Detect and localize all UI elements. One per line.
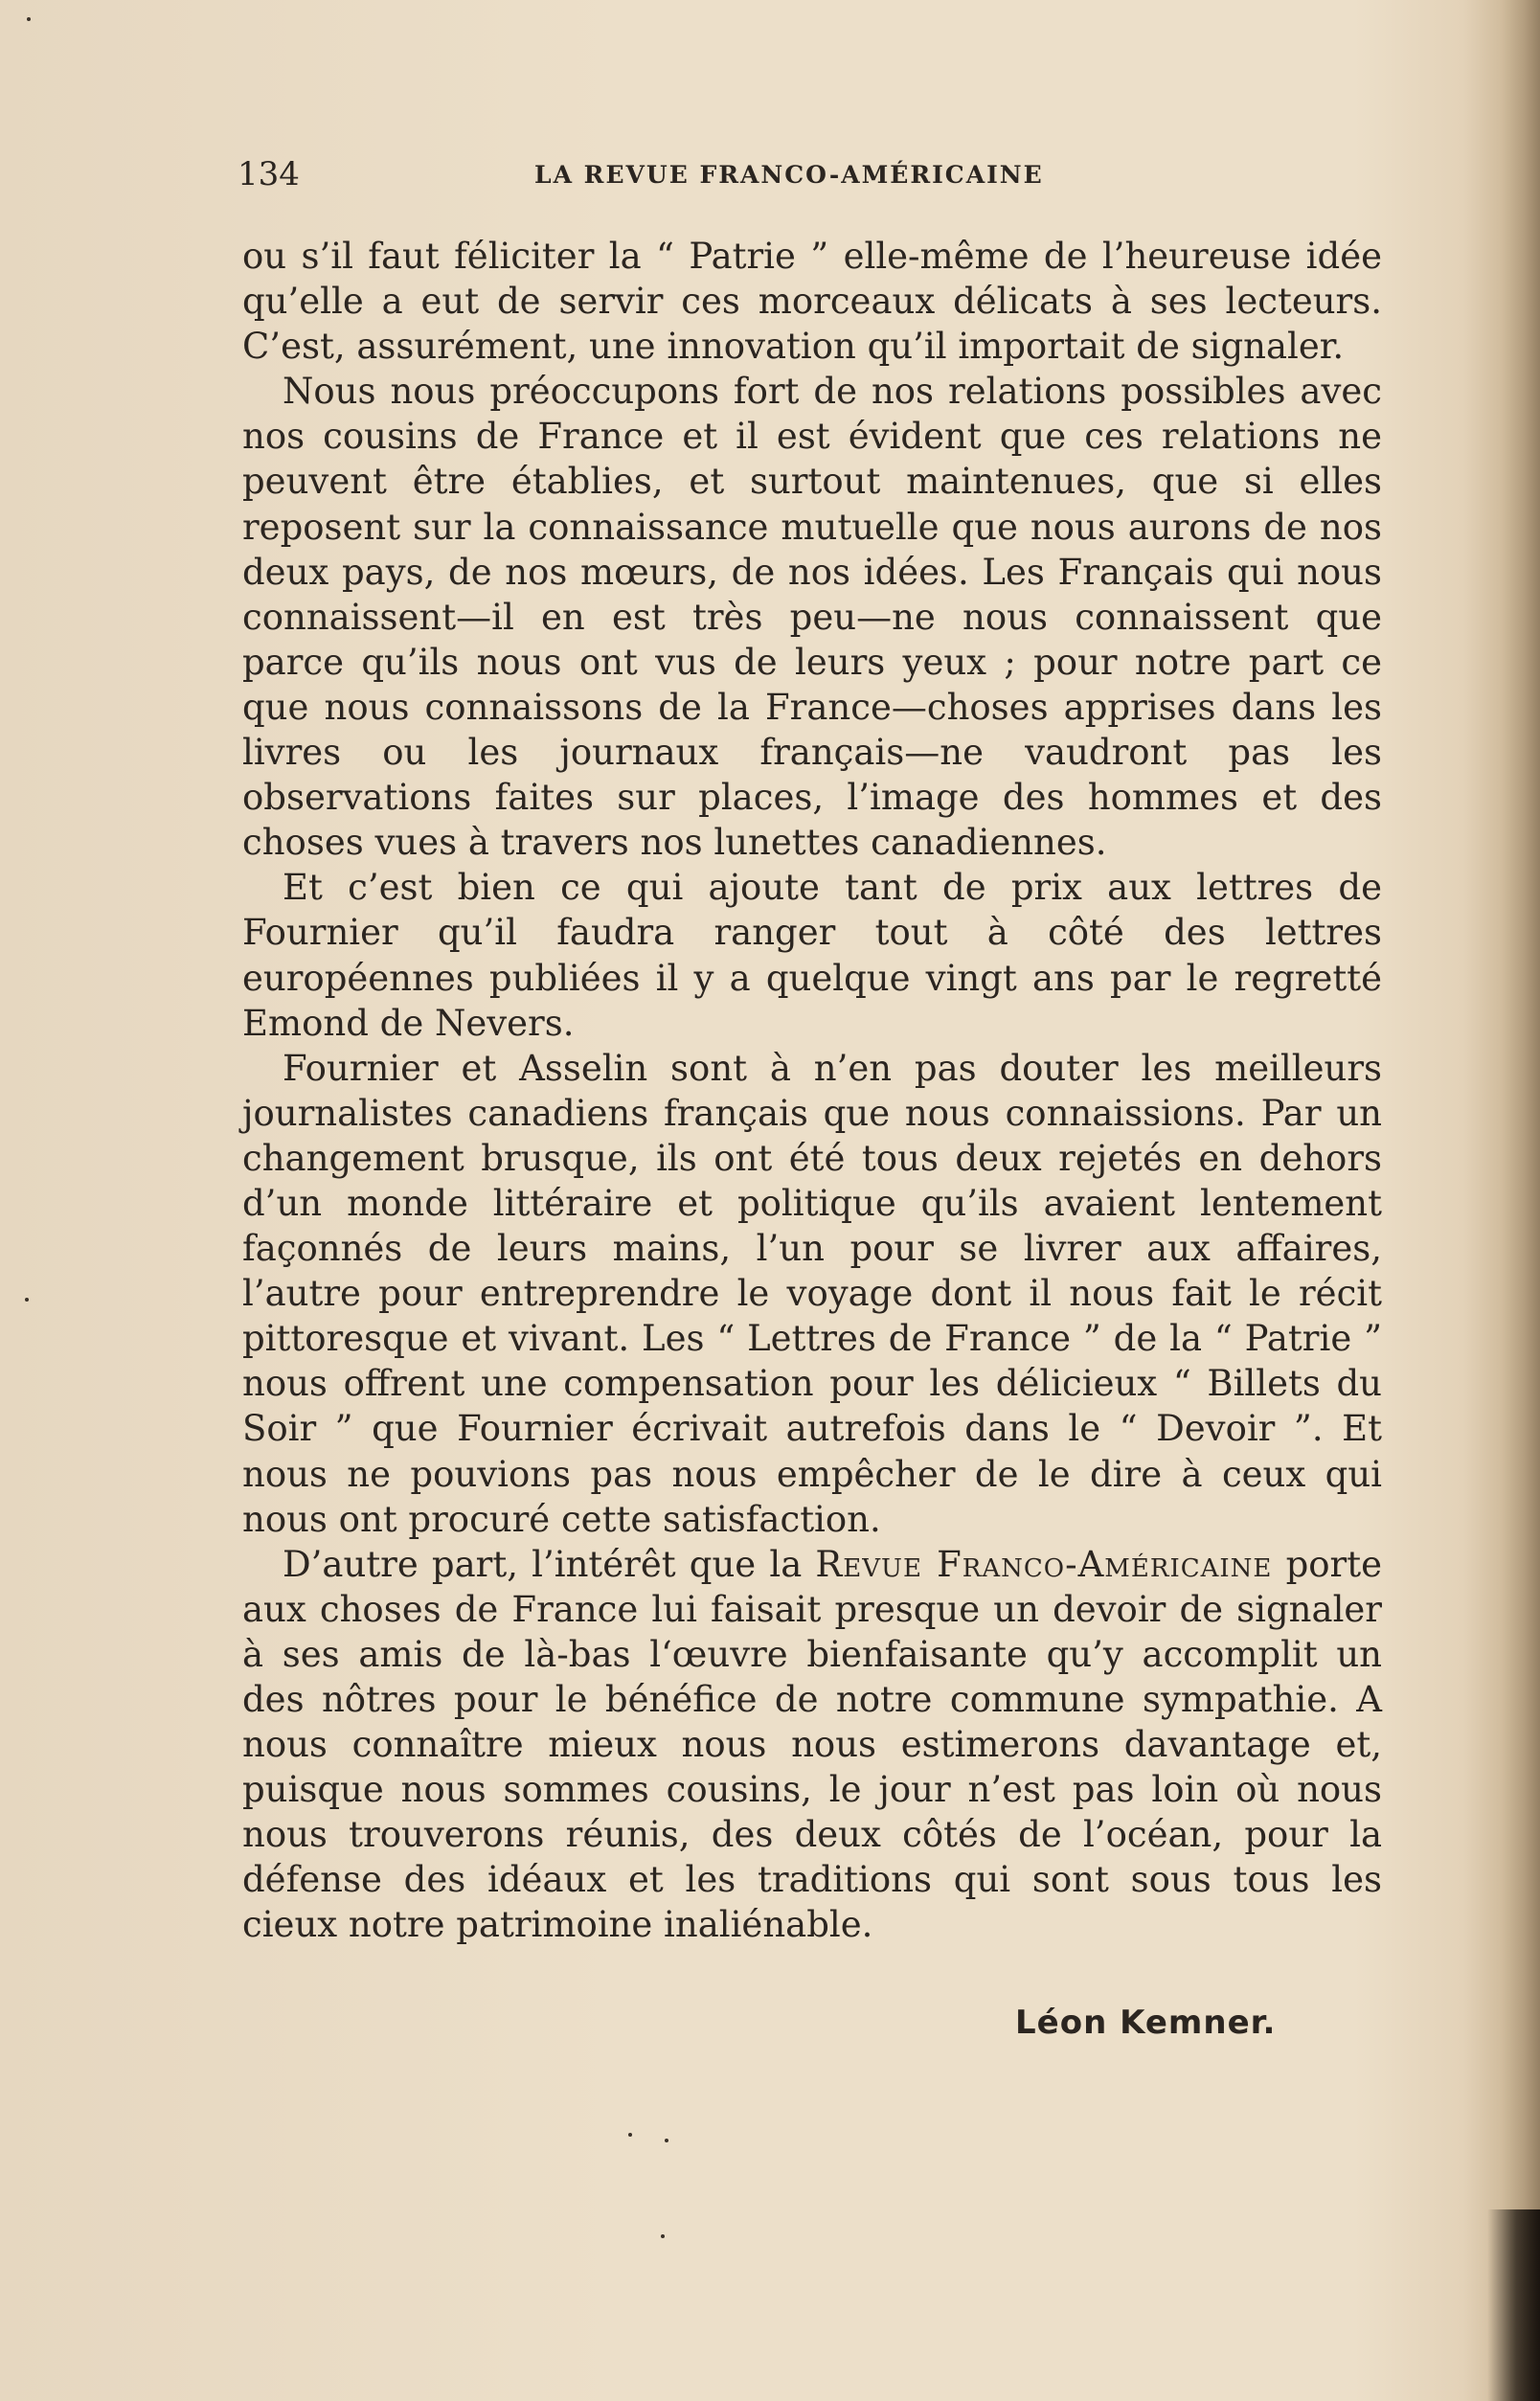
paragraph-4: Fournier et Asselin sont à n’en pas douter les meilleurs journalistes canadiens français que nous connaissions. Par un changement brusque, ils ont été tous deux rejetés en dehors d’un monde littéraire et politique qu’ils avaient lentement façonnés de leurs mains, l’un pour se livrer aux affaires, l’autre pour entreprendre le voyage dont il nous fait le récit pittoresque et vivant. Les “ Lettres de France ” de la “ Patrie ” nous offrent une compensation pour les délicieux “ Billets du Soir ” que Fournier écrivait autrefois dans le “ Devoir ”. Et nous ne pouvions pas nous empêcher de le dire à ceux qui nous ont procuré cette satisfaction. xyxy=(242,1047,1382,1540)
running-title: LA REVUE FRANCO-AMÉRICAINE xyxy=(534,161,1044,189)
paper-speck xyxy=(661,2234,665,2238)
paper-speck xyxy=(628,2133,632,2137)
journal-name: Revue Franco-Américaine xyxy=(815,1543,1273,1585)
page-edge-shadow xyxy=(1502,0,1540,2401)
page-number: 134 xyxy=(238,155,300,193)
paragraph-2: Nous nous préoccupons fort de nos relations possibles avec nos cousins de France et il est évident que ces relations ne peuvent être établies, et surtout maintenues, que si elles reposent sur la connaissance mutuelle que nous aurons de nos deux pays, de nos mœurs, de nos idées. Les Français qui nous connaissent—il en est très peu—ne nous connaissent que parce qu’ils nous ont vus de leurs yeux ; pour notre part ce que nous connaissons de la France—choses apprises dans les livres ou les journaux français—ne vaudront pas les observations faites sur places, l’image des hommes et des choses vues à travers nos lunettes canadiennes. xyxy=(242,371,1382,864)
paragraph-5-start: D’autre part, l’intérêt que la xyxy=(283,1543,816,1585)
paragraph-1: ou s’il faut féliciter la “ Patrie ” elle-même de l’heureuse idée qu’elle a eut de servir ces morceaux délicats à ses lecteurs. C’est, assurément, une innovation qu’il importait de signaler. xyxy=(242,236,1382,368)
page-header xyxy=(238,153,1372,195)
paragraph-3: Et c’est bien ce qui ajoute tant de prix aux lettres de Fournier qu’il faudra ranger tout à côté des lettres européennes publiées il y a quelque vingt ans par le regretté Emond de Nevers. xyxy=(242,867,1382,1044)
page-corner-shadow xyxy=(1487,2209,1540,2401)
paper-speck xyxy=(665,2139,668,2142)
paragraph-5-end: porte aux choses de France lui faisait presque un devoir de signaler à ses amis de là-bas l‘œuvre bienfaisante qu’y accomplit un des nôtres pour le bénéfice de notre commune sympathie. A nous connaître mieux nous nous estimerons davantage et, puisque nous sommes cousins, le jour n’est pas loin où nous nous trouverons réunis, des deux côtés de l’océan, pour la défense des idéaux et les traditions qui sont sous tous les cieux notre patrimoine inaliénable. xyxy=(242,1543,1382,1946)
paper-speck xyxy=(25,1298,29,1302)
author-signature: Léon Kemner. xyxy=(1015,2004,1277,2042)
paragraph-5 xyxy=(242,1542,1382,1948)
article-body xyxy=(242,234,1382,1948)
paper-speck xyxy=(27,17,31,21)
